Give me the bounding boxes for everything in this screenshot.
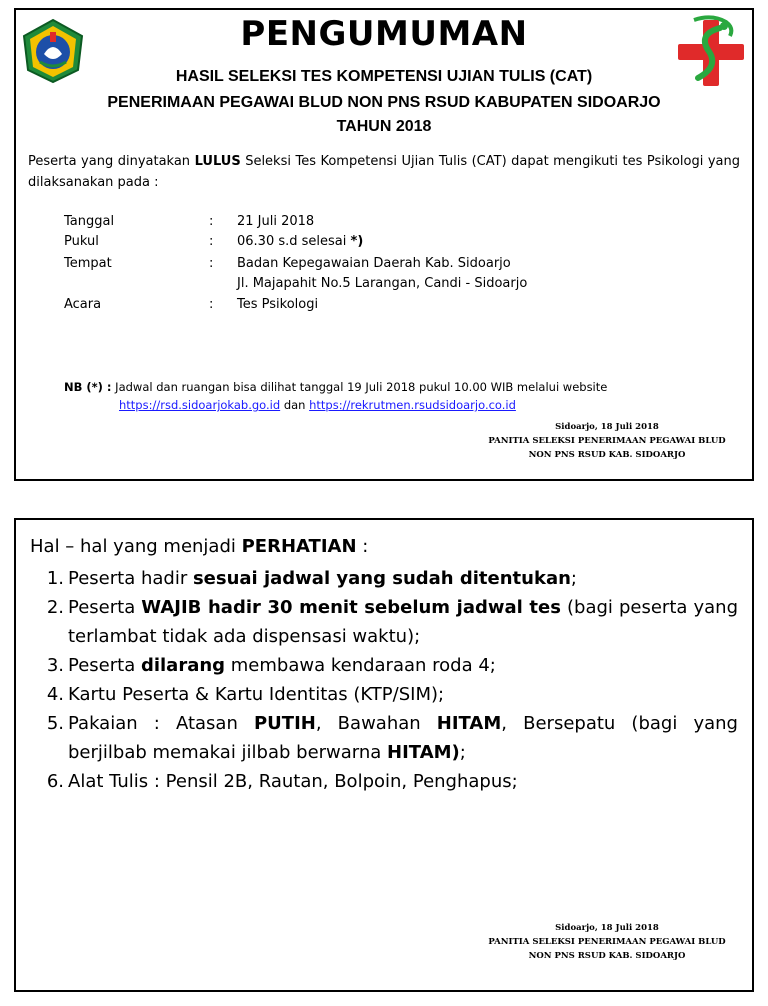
signature-block bbox=[462, 921, 752, 963]
detail-value-text: 06.30 s.d selesai bbox=[237, 234, 351, 249]
nb-note bbox=[64, 378, 607, 414]
signature-institution: NON PNS RSUD KAB. SIDOARJO bbox=[528, 951, 686, 961]
list-item-text: Alat Tulis : Pensil 2B, Rautan, Bolpoin, Penghapus; bbox=[68, 771, 518, 792]
list-item-number: 4. bbox=[46, 684, 64, 705]
attention-list bbox=[30, 564, 738, 796]
list-item bbox=[30, 651, 738, 680]
detail-label: Tanggal bbox=[64, 214, 115, 229]
nb-links bbox=[64, 396, 607, 414]
detail-value-text: Tes Psikologi bbox=[237, 297, 319, 312]
signature-date: Sidoarjo, 18 Juli 2018 bbox=[555, 422, 659, 432]
signature-committee: PANITIA SELEKSI PENERIMAAN PEGAWAI BLUD bbox=[488, 436, 726, 446]
detail-value bbox=[237, 295, 318, 315]
signature-institution: NON PNS RSUD KAB. SIDOARJO bbox=[528, 450, 686, 460]
subtitle-exam: HASIL SELEKSI TES KOMPETENSI UJIAN TULIS (CAT) bbox=[175, 68, 593, 85]
detail-value bbox=[237, 232, 363, 252]
list-item-bold: WAJIB hadir 30 menit sebelum jadwal tes bbox=[141, 597, 561, 618]
subtitle-recruitment: PENERIMAAN PEGAWAI BLUD NON PNS RSUD KABUPATEN SIDOARJO bbox=[107, 94, 661, 111]
detail-value bbox=[237, 254, 511, 274]
list-item-number: 3. bbox=[46, 655, 64, 676]
list-item bbox=[30, 593, 738, 651]
detail-label: Pukul bbox=[64, 234, 99, 249]
intro-text-end: Seleksi Tes Kompetensi Ujian Tulis (CAT) dapat mengikuti tes Psikologi yang dilaksanakan pada : bbox=[28, 154, 741, 190]
list-item-text: , Bersepatu (bagi yang berjilbab memakai jilbab berwarna bbox=[68, 713, 738, 763]
detail-value bbox=[237, 212, 314, 232]
list-item-bold: sesuai jadwal yang sudah ditentukan bbox=[192, 568, 571, 589]
detail-label: Tempat bbox=[64, 256, 112, 271]
page-title: PENGUMUMAN bbox=[240, 14, 528, 54]
website-link-rsud[interactable]: https://rekrutmen.rsudsidoarjo.co.id bbox=[309, 398, 516, 412]
attention-heading-start: Hal – hal yang menjadi bbox=[30, 536, 242, 557]
attention-heading bbox=[30, 536, 368, 557]
list-item-bold: dilarang bbox=[140, 655, 226, 676]
list-item-text: ; bbox=[459, 742, 466, 763]
list-item-text: Peserta bbox=[68, 655, 141, 676]
detail-value-text: Badan Kepegawaian Daerah Kab. Sidoarjo bbox=[237, 256, 511, 271]
list-item-text: Pakaian : Atasan bbox=[68, 713, 254, 734]
list-item bbox=[30, 767, 738, 796]
intro-paragraph bbox=[28, 151, 740, 193]
subtitle-year: TAHUN 2018 bbox=[336, 118, 432, 135]
detail-footnote-mark: *) bbox=[350, 234, 364, 249]
detail-value-text: Jl. Majapahit No.5 Larangan, Candi - Sidoarjo bbox=[237, 276, 528, 291]
list-item-number: 2. bbox=[46, 597, 64, 618]
announcement-panel bbox=[14, 8, 754, 481]
list-item-number: 1. bbox=[46, 568, 64, 589]
list-item bbox=[30, 564, 738, 593]
list-item-text: membawa kendaraan roda 4; bbox=[225, 655, 496, 676]
list-item bbox=[30, 709, 738, 767]
intro-passed-label: LULUS bbox=[194, 154, 241, 169]
list-item-bold: PUTIH bbox=[253, 713, 316, 734]
attention-heading-bold: PERHATIAN bbox=[241, 536, 357, 557]
intro-text-start: Peserta yang dinyatakan bbox=[28, 154, 195, 169]
detail-value bbox=[237, 274, 527, 294]
nb-and-text: dan bbox=[280, 398, 310, 412]
list-item-number: 5. bbox=[46, 713, 64, 734]
list-item-text: Kartu Peserta & Kartu Identitas (KTP/SIM); bbox=[68, 684, 445, 705]
signature-block bbox=[462, 420, 752, 462]
detail-label: Acara bbox=[64, 297, 102, 312]
detail-colon: : bbox=[209, 256, 214, 271]
list-item-text: Peserta hadir bbox=[68, 568, 193, 589]
list-item bbox=[30, 680, 738, 709]
detail-value-text: 21 Juli 2018 bbox=[237, 214, 315, 229]
attention-heading-end: : bbox=[356, 536, 369, 557]
signature-committee: PANITIA SELEKSI PENERIMAAN PEGAWAI BLUD bbox=[488, 937, 726, 947]
detail-colon: : bbox=[209, 234, 214, 249]
list-item-bold: HITAM bbox=[436, 713, 502, 734]
attention-panel bbox=[14, 518, 754, 992]
list-item-number: 6. bbox=[46, 771, 64, 792]
detail-colon: : bbox=[209, 214, 214, 229]
nb-text: Jadwal dan ruangan bisa dilihat tanggal 19 Juli 2018 pukul 10.00 WIB melalui website bbox=[111, 380, 608, 394]
list-item-text: ; bbox=[570, 568, 577, 589]
website-link-bkd[interactable]: https://rsd.sidoarjokab.go.id bbox=[119, 398, 281, 412]
detail-colon: : bbox=[209, 297, 214, 312]
list-item-text: , Bawahan bbox=[315, 713, 437, 734]
list-item-text: Peserta bbox=[68, 597, 142, 618]
signature-date: Sidoarjo, 18 Juli 2018 bbox=[555, 923, 659, 933]
nb-label: NB (*) : bbox=[64, 380, 112, 394]
list-item-text: (bagi peserta yang terlambat tidak ada dispensasi waktu); bbox=[68, 597, 738, 647]
list-item-bold: HITAM) bbox=[387, 742, 460, 763]
